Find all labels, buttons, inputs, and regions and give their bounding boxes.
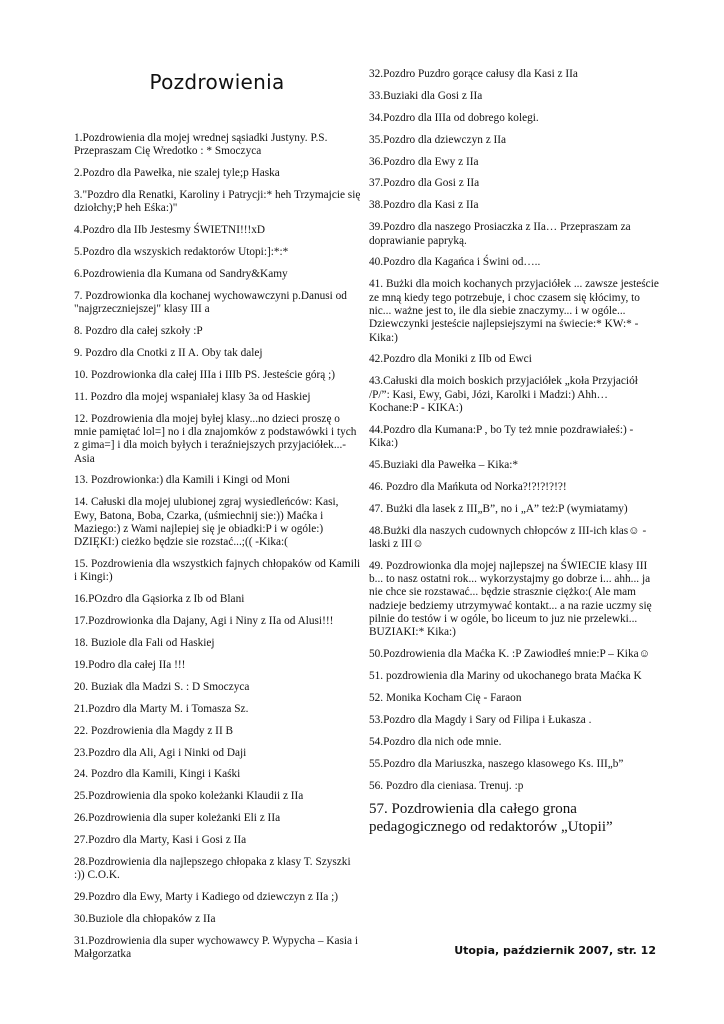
greeting-item: 24. Pozdro dla Kamili, Kingi i Kaśki	[74, 768, 241, 781]
greeting-item: 16.POzdro dla Gąsiorka z Ib od Blani	[74, 593, 245, 606]
greeting-item: 34.Pozdro dla IIIa od dobrego kolegi.	[369, 111, 539, 124]
greeting-item: 33.Buziaki dla Gosi z IIa	[369, 89, 483, 102]
greeting-item: 50.Pozdrowienia dla Maćka K. :P Zawiodłeś mnie:P – Kika☺	[369, 648, 651, 661]
greeting-item: 40.Pozdro dla Kagańca i Świni od…..	[369, 256, 541, 269]
greeting-item: 25.Pozdrowienia dla spoko koleżanki Klaudii z IIa	[74, 790, 304, 803]
greeting-item: 56. Pozdro dla cieniasa. Trenuj. :p	[369, 779, 524, 792]
greeting-item: 47. Bużki dla lasek z III„B”, no i „A” też:P (wymiatamy)	[369, 502, 628, 515]
greeting-item: 1.Pozdrowienia dla mojej wrednej sąsiadki Justyny. P.S. Przepraszam Cię Wredotko : * Smoczyca	[74, 132, 328, 158]
greeting-item: 55.Pozdro dla Mariuszka, naszego klasowego Ks. III„b”	[369, 757, 624, 770]
greeting-item: 7. Pozdrowionka dla kochanej wychowawczyni p.Danusi od "najgrzeczniejszej" klasy III a	[74, 289, 347, 316]
greeting-item: 20. Buziak dla Madzi S. : D Smoczyca	[74, 680, 250, 693]
greeting-item: 51. pozdrowienia dla Mariny od ukochanego brata Maćka K	[369, 670, 642, 683]
greeting-item: 35.Pozdro dla dziewczyn z IIa	[369, 133, 507, 146]
greeting-item: 15. Pozdrowienia dla wszystkich fajnych chłopaków od Kamili i Kingi:)	[74, 558, 361, 584]
greeting-item: 2.Pozdro dla Pawełka, nie szalej tyle;p Haska	[74, 167, 280, 180]
greeting-item: 29.Pozdro dla Ewy, Marty i Kadiego od dziewczyn z IIa ;)	[74, 891, 339, 904]
greeting-item: 44.Pozdro dla Kumana:P , bo Ty też mnie pozdrawiałeś:) - Kika:)	[369, 423, 634, 450]
right-column	[369, 68, 659, 845]
greeting-item: 32.Pozdro Puzdro gorące całusy dla Kasi z IIa	[369, 68, 578, 80]
greeting-item: 37.Pozdro dla Gosi z IIa	[369, 177, 480, 190]
greeting-item: 18. Buziole dla Fali od Haskiej	[74, 637, 215, 650]
greeting-item: 22. Pozdrowienia dla Magdy z II B	[74, 724, 234, 737]
greeting-item: 30.Buziole dla chłopaków z IIa	[74, 913, 216, 926]
greeting-item: 5.Pozdro dla wszyskich redaktorów Utopi:]:*:*	[74, 246, 289, 259]
greeting-item: 38.Pozdro dla Kasi z IIa	[369, 199, 479, 212]
greeting-item: 14. Całuski dla mojej ulubionej zgraj wysiedleńców: Kasi, Ewy, Batona, Boba, Czarka, (uśmiechnij sie:)) Maćka i Maziego:) z Wami najlepiej się je obiadki:P i w ogóle:) DZIĘKI:) cieżko będzie sie rozstać...;(( -Kika:(	[74, 496, 339, 549]
greeting-item: 52. Monika Kocham Cię - Faraon	[369, 691, 522, 704]
greeting-item: 48.Bużki dla naszych cudownych chłopców z III-ich klas☺ - laski z III☺	[369, 524, 647, 550]
greeting-item: 10. Pozdrowionka dla całej IIIa i IIIb PS. Jesteście górą ;)	[74, 368, 336, 381]
greeting-item: 36.Pozdro dla Ewy z IIa	[369, 155, 479, 168]
greeting-item: 57. Pozdrowienia dla całego grona pedagogicznego od redaktorów „Utopii”	[369, 801, 613, 835]
greeting-item: 17.Pozdrowionka dla Dajany, Agi i Niny z IIa od Alusi!!!	[74, 615, 334, 628]
greeting-item: 21.Pozdro dla Marty M. i Tomasza Sz.	[74, 702, 249, 715]
greeting-item: 49. Pozdrowionka dla mojej najlepszej na ŚWIECIE klasy III b... to nasz ostatni rok... wykorzystajmy go dobrze i... ahh... ja nie chce sie rozstawać... będzie strasznie ciężko:( Ale mam nadzieje bedziemy utrzymywać kontakt... a na razie uczmy się pilnie do testów i w ogóle, bo liceum to juz nie przelewki... BUZIAKI:* Kika:)	[369, 559, 652, 639]
greeting-item: 41. Bużki dla moich kochanych przyjaciółek ... zawsze jesteście ze mną kiedy tego potrzebuje, i choc czasem się kłócimy, to nic... ważne jest to, ile dla siebie znaczymy... i w ogóle... Dziewczynki jesteście najlepsiejszymi na świecie:* KW:* - Kika:)	[369, 278, 659, 344]
greeting-item: 46. Pozdro dla Mańkuta od Norka?!?!?!?!?!	[369, 480, 567, 493]
greeting-item: 43.Całuski dla moich boskich przyjaciółek „koła Przyjaciół /P/”: Kasi, Ewy, Gabi, Józi, Karolki i Madzi:) Ahh… Kochane:P - KIKA:)	[369, 375, 638, 414]
left-column	[74, 132, 364, 970]
greeting-item: 31.Pozdrowienia dla super wychowawcy P. Wypycha – Kasia i Małgorzatka	[74, 934, 358, 961]
greeting-item: 12. Pozdrowienia dla mojej byłej klasy...no dzieci proszę o mnie pamiętać lol=] no i dla znajomków z podstawówki i tych z gima=] i dla moich byłych i teraźniejszych przyjaciółek...-Asia	[74, 412, 357, 465]
greeting-item: 39.Pozdro dla naszego Prosiaczka z IIa… Przepraszam za doprawianie papryką.	[369, 221, 631, 247]
greeting-item: 4.Pozdro dla IIb Jestesmy ŚWIETNI!!!xD	[74, 224, 266, 237]
greeting-item: 19.Podro dla całej IIa !!!	[74, 659, 186, 671]
greeting-item: 9. Pozdro dla Cnotki z II A. Oby tak dalej	[74, 347, 263, 360]
page-title: Pozdrowienia	[149, 70, 285, 94]
greeting-item: 26.Pozdrowienia dla super koleżanki Eli z IIa	[74, 812, 281, 825]
greeting-item: 42.Pozdro dla Moniki z IIb od Ewci	[369, 353, 532, 366]
greeting-item: 54.Pozdro dla nich ode mnie.	[369, 735, 502, 748]
greeting-item: 28.Pozdrowienia dla najlepszego chłopaka z klasy T. Szyszki :)) C.O.K.	[74, 856, 351, 882]
greeting-item: 53.Pozdro dla Magdy i Sary od Filipa i Łukasza .	[369, 713, 592, 726]
page-footer: Utopia, październik 2007, str. 12	[454, 944, 656, 957]
greeting-item: 11. Pozdro dla mojej wspaniałej klasy 3a od Haskiej	[74, 390, 311, 403]
greeting-item: 3."Pozdro dla Renatki, Karoliny i Patrycji:* heh Trzymajcie się dziołchy;P heh Eśka:)"	[74, 189, 361, 215]
greeting-item: 6.Pozdrowienia dla Kumana od Sandry&Kamy	[74, 268, 288, 281]
greeting-item: 27.Pozdro dla Marty, Kasi i Gosi z IIa	[74, 834, 247, 847]
greeting-item: 45.Buziaki dla Pawełka – Kika:*	[369, 458, 519, 471]
greeting-item: 13. Pozdrowionka:) dla Kamili i Kingi od Moni	[74, 474, 290, 487]
greeting-item: 8. Pozdro dla całej szkoły :P	[74, 325, 203, 338]
greeting-item: 23.Pozdro dla Ali, Agi i Ninki od Daji	[74, 746, 247, 759]
